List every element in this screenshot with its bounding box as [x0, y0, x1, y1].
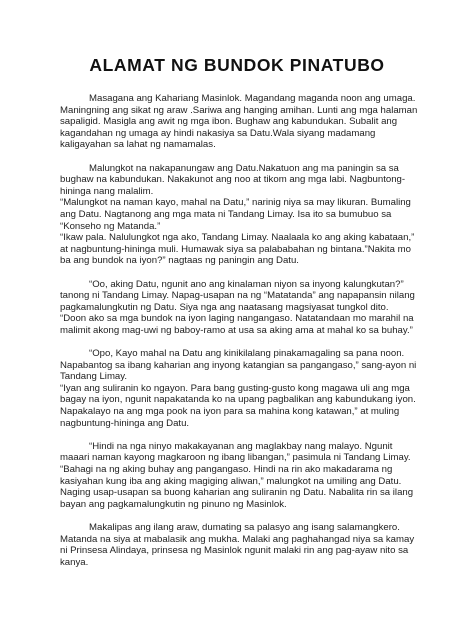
text-line: kasiyahan kung iba ang aking magiging aliwan,” malungkot na umiling ang Datu. — [60, 475, 402, 487]
text-line: pagkamalungkutin ng Datu. Siya nga ang naatasang magsiyasat tungkol dito. — [60, 301, 389, 313]
text-line: at nagbuntung-hininga muli. Humawak siya sa palababahan ng bintana.”Nakita mo — [60, 243, 411, 255]
paragraph-3 — [60, 279, 432, 337]
text-line: maaari naman kayong magkaroon ng ibang libangan,” pasimula ni Tandang Limay. — [60, 452, 411, 464]
text-line: Napakalayo na ang mga pook na iyon para sa mahina kong katawan,” at muling — [60, 406, 400, 418]
paragraph-5 — [60, 441, 432, 511]
text-line: Makalipas ang ilang araw, dumating sa palasyo ang isang salamangkero. — [89, 521, 400, 533]
text-line: ni Prinsesa Alindaya, prinsesa ng Masinlok ngunit malaki rin ang pag-ayaw nito sa — [60, 545, 409, 557]
text-line: bughaw na kabundukan. Nakakunot ang noo at tikom ang mga labi. Nagbuntong- — [60, 174, 406, 186]
text-line: “Malungkot na naman kayo, mahal na Datu,” narinig niya sa may likuran. Bumaling — [60, 197, 411, 209]
paragraph-6 — [60, 522, 432, 568]
text-line: “Opo, Kayo mahal na Datu ang kinikilalang pinakamagaling sa pana noon. — [89, 348, 405, 360]
paragraph-1 — [60, 93, 432, 151]
text-line: Matanda na siya at mabalasik ang mukha. Malaki ang paghahangad niya sa kamay — [60, 533, 415, 545]
paragraph-2 — [60, 163, 432, 267]
text-line: Maningning ang sikat ng araw .Sariwa ang hanging amihan. Lunti ang mga halaman — [60, 104, 418, 116]
text-line: hininga nang malalim. — [60, 185, 154, 197]
document-title: ALAMAT NG BUNDOK PINATUBO — [89, 55, 385, 75]
text-line: ba ang bundok na iyon?” nagtaas ng paningin ang Datu. — [60, 255, 299, 267]
text-line: bagay na iyon, ngunit napakatanda ko na upang pagbalikan ang kabundukang iyon. — [60, 394, 416, 406]
text-line: Napabantog sa ibang kaharian ang inyong katangian sa pangangaso,” sang-ayon ni — [60, 359, 417, 371]
document-body — [60, 93, 432, 580]
text-line: kaligayahan sa lahat ng namamalas. — [60, 139, 216, 151]
text-line: Malungkot na nakapanungaw ang Datu.Nakatuon ang ma paningin sa sa — [89, 162, 399, 174]
text-line: “Oo, aking Datu, ngunit ano ang kinalaman niyon sa inyong kalungkutan?” — [89, 278, 404, 290]
text-line: sapaligid. Masigla ang awit ng mga ibon. Bughaw ang kabundukan. Subalit ang — [60, 116, 398, 128]
text-line: “Iyan ang suliranin ko ngayon. Para bang gusting-gusto kong magawa uli ang mga — [60, 382, 410, 394]
text-line: Naging usap-usapan sa buong kaharian ang suliranin ng Datu. Nabalita rin sa ilang — [60, 487, 414, 499]
text-line: “Hindi na nga ninyo makakayanan ang maglakbay nang malayo. Ngunit — [89, 440, 393, 452]
text-line: ang Datu. Nagtanong ang mga mata ni Tandang Limay. Isa ito sa bumubuo sa — [60, 208, 392, 220]
paragraph-4 — [60, 348, 432, 429]
text-line: kanya. — [60, 556, 89, 568]
text-line: bayan ang pagkamalungkutin ng pinuno ng Masinlok. — [60, 498, 287, 510]
text-line: malimit akong mag-uwi ng baboy-ramo at usa sa aking ama at mahal ko sa buhay.” — [60, 324, 413, 336]
text-line: nagbuntung-hininga ang Datu. — [60, 417, 190, 429]
text-line: “Bahagi na ng aking buhay ang pangangaso. Hindi na rin ako makadarama ng — [60, 464, 393, 475]
text-line: kagandahan ng umaga ay hindi nakasiya sa Datu.Wala siyang madamang — [60, 127, 376, 139]
text-line: Masagana ang Kahariang Masinlok. Magandang maganda noon ang umaga. — [89, 93, 416, 104]
text-line: “Ikaw pala. Nalulungkot nga ako, Tandang Limay. Naalaala ko ang aking kabataan,” — [60, 232, 415, 244]
text-line: tanong ni Tandang Limay. Napag-usapan na ng “Matatanda” ang napapansin nilang — [60, 290, 415, 302]
text-line: “Konseho ng Matanda.” — [60, 220, 161, 232]
text-line: Tandang Limay. — [60, 371, 128, 383]
text-line: “Doon ako sa mga bundok na iyon laging nangangaso. Natatandaan mo marahil na — [60, 313, 414, 325]
